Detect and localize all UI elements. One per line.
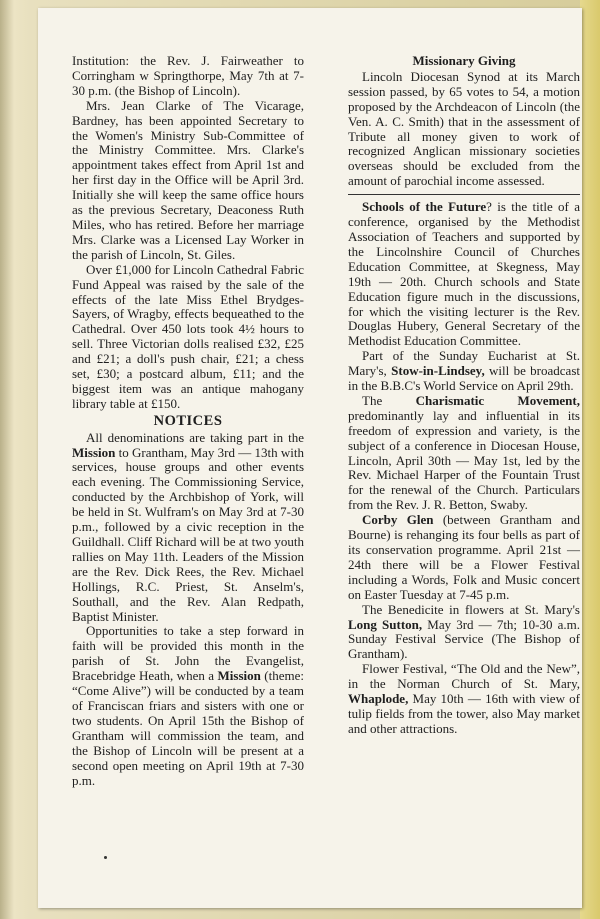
grantham-mission-paragraph: All denominations are taking part in the Mission to Grantham, May 3rd — 13th with services, house groups and other events each evening. The Commissioning Service, conducted by the Archbishop of York, will be held in St. Wulfram's on May 3rd at 7-30 p.m., followed by a civic reception in the Guildhall. Cliff Richard will be at two youth rallies on May 11th. Leaders of the Mission are the Rev. Dick Rees, the Rev. Michael Hollings, R.C. Priest, St. Anselm's, Southall, and the Rev. Alan Redpath, Baptist Minister. [72, 429, 304, 624]
missionary-giving-paragraph: Lincoln Diocesan Synod at its March session passed, by 65 votes to 54, a motion proposed by the Archdeacon of Lincoln (the Ven. A. C. Smith) that in the assessment of Tribute all money given to work of recognized Anglican missionary societies overseas should be excluded from the amount of parochial income assessed. [348, 68, 580, 189]
long-sutton-paragraph: The Benedicite in flowers at St. Mary's Long Sutton, May 3rd — 7th; 10-30 a.m. Sunday Festival Service (The Bishop of Grantham). [348, 601, 581, 662]
stow-paragraph: Part of the Sunday Eucharist at St. Mary's, Stow-in-Lindsey, will be broadcast in the B.B.C's World Service on April 29th. [348, 348, 580, 394]
right-column [348, 54, 580, 737]
whaplode-paragraph: Flower Festival, “The Old and the New”, in the Norman Church of St. Mary, Whaplode, May 10th — 16th with view of tulip fields from the tower, also May market and other attractions. [348, 661, 580, 736]
charismatic-paragraph: The Charismatic Movement, predominantly lay and influential in its freedom of expression and variety, is the subject of a conference in Diocesan House, Lincoln, April 30th — May 1st, led by the Rev. Michael Harper of the Fountain Trust for the renewal of the Church. Particulars from the Rev. J. R. Betton, Swaby. [348, 392, 580, 513]
clarke-paragraph: Mrs. Jean Clarke of The Vicarage, Bardney, has been appointed Secretary to the Women's Ministry Sub-Committee of the Ministry Committee. Mrs. Clarke's appointment takes effect from April 1st and her first day in the Office will be April 3rd. Initially she will keep the same office hours as the previous Secretary, Deaconess Ruth Miles, who has retired. Before her marriage Mrs. Clarke was a Licensed Lay Worker in the parish of Lincoln, St. Giles. [72, 97, 304, 262]
corby-glen-paragraph: Corby Glen (between Grantham and Bourne) is rehanging its four bells as part of its conservation programme. April 21st — 24th there will be a Flower Festival including a Words, Folk and Music concert on Easter Tuesday at 7-45 p.m. [348, 512, 580, 602]
bracebridge-mission-paragraph: Opportunities to take a step forward in faith will be provided this month in the parish of St. John the Evangelist, Bracebridge Heath, when a Mission (theme: “Come Alive”) will be conducted by a team of Franciscan friars and sisters with one or two students. On April 15th the Bishop of Grantham will commission the team, and the Bishop of Lincoln will be present at a second open meeting on April 19th at 7-30 p.m. [72, 623, 304, 788]
backing-edge [580, 0, 600, 919]
notices-heading: NOTICES [153, 412, 223, 429]
left-column [72, 54, 304, 788]
ink-speck [104, 856, 107, 859]
section-divider [348, 194, 580, 195]
missionary-giving-heading: Missionary Giving [412, 53, 516, 68]
institution-paragraph: Institution: the Rev. J. Fairweather to Corringham w Springthorpe, May 7th at 7-30 p.m. (the Bishop of Lincoln). [72, 53, 304, 98]
cathedral-fund-paragraph: Over £1,000 for Lincoln Cathedral Fabric Fund Appeal was raised by the sale of the effects of the late Miss Ethel Brydges-Sayers, of Wragby, effects bequeathed to the Cathedral. Over 450 lots took 4½ hours to sell. Three Victorian dolls realised £32, £25 and £21; a doll's push chair, £21; a chess set, £30; a postcard album, £11; and the biggest item was an antique mahogany library table at £150. [72, 261, 304, 411]
schools-paragraph: Schools of the Future? is the title of a conference, organised by the Methodist Association of Teachers and supported by the Lincolnshire Council of Churches Education Committee, at Skegness, May 19th — 20th. Church schools and State Education figure much in the discussions, for which the visiting lecturer is the Rev. Douglas Hubery, General Secretary of the Methodist Education Committee. [348, 199, 580, 349]
